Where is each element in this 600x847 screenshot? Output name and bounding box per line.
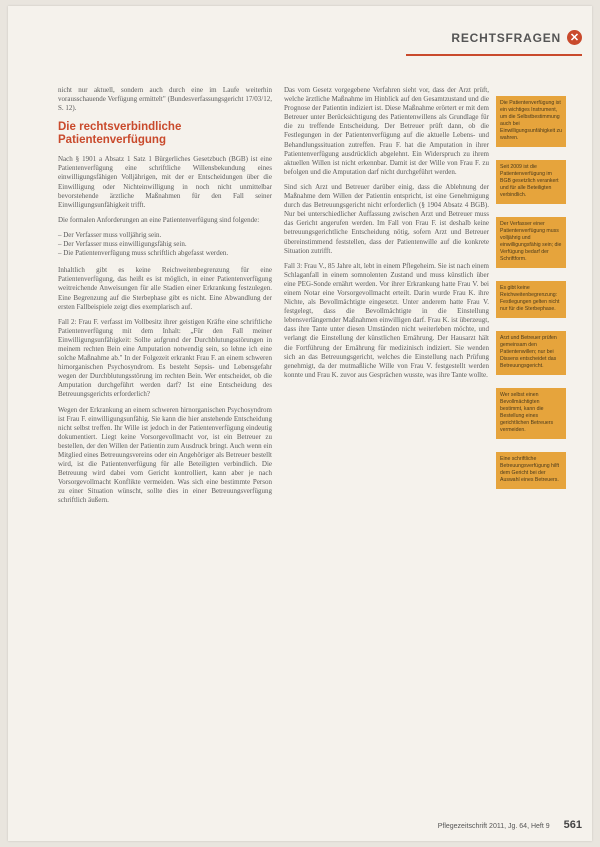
requirements-list [58,231,272,258]
header-rule [406,54,582,56]
margin-note: Die Patientenverfügung ist ein wichtiges Instrument, um die Selbstbestimmung auch bei Einwilligungsunfähigkeit zu wahren. [496,96,566,147]
document-page [8,6,592,841]
paragraph: Die formalen Anforderungen an eine Patientenverfügung sind folgende: [58,215,260,224]
margin-note: Arzt und Betreuer prüfen gemeinsam den Patientenwillen; nur bei Dissens entscheidet das Betreuungsgericht. [496,331,566,375]
list-item: – Die Patientenverfügung muss schriftlich abgefasst werden. [58,249,229,258]
text-column-left [58,86,272,512]
margin-note: Es gibt keine Reichweitenbegrenzung: Festlegungen gelten nicht nur für die Sterbephase. [496,281,566,318]
text-column-right [284,86,489,386]
margin-note: Der Verfasser einer Patientenverfügung muss volljährig und einwilligungsfähig sein; die Verfügung bedarf der Schriftform. [496,217,566,268]
margin-note: Eine schriftliche Betreuungsverfügung hilft dem Gericht bei der Auswahl eines Betreuers. [496,452,566,489]
paragraph: Nach § 1901 a Absatz 1 Satz 1 Bürgerliches Gesetzbuch (BGB) ist eine Patientenverfügung eine schriftliche Willensbekundung eines einwilligungsfähigen Volljährigen, mit der er Entscheidungen über die Einwilligung oder Nichteinwilligung in noch nicht unmittelbar bevorstehende ärztliche Maßnahmen für den Fall seiner Einwilligungsunfähigkeit trifft. [58,155,272,209]
page-number: 561 [563,819,582,831]
paragraph: nicht nur aktuell, sondern auch durch eine im Laufe weiterhin vorausschauende Verfügung ermittelt" (Bundesverfassungsgericht 17/03/12, S. 12). [58,86,272,113]
paragraph: Das vom Gesetz vorgegebene Verfahren sieht vor, dass der Arzt prüft, welche ärztliche Maßnahme im Hinblick auf den Gesamtzustand und die Prognose der Patientin indiziert ist. Diese Maßnahme erörtert er mit dem Betreuer unter Berücksichtigung des Patientenwillens als Grundlage für die zu treffende Entscheidung. Der Betreuer prüft dann, ob die Festlegungen in der Patientenverfügung auf die aktuelle Lebens- und Behandlungssituation zutreffen. Frau F. hat die Amputation in ihrer Patientenverfügung ausdrücklich abgelehnt. Ein Widerspruch zu ihrem aktuellen Willen ist nicht erkennbar. Damit ist der Wille von Frau F. zu befolgen und die Amputation darf nicht durchgeführt werden. [284,86,489,176]
paragraph: Sind sich Arzt und Betreuer darüber einig, dass die Ablehnung der Maßnahme dem Willen der Patientin entspricht, ist eine Genehmigung durch das Betreuungsgericht nicht erforderlich (§ 1904 Absatz 4 BGB). Nur bei unterschiedlicher Auffassung zwischen Arzt und Betreuer muss das Gericht angerufen werden. Im Fall von Frau F. ist deshalb keine betreuungsgerichtliche Entscheidung nötig, sofern Arzt und Betreuer übereinstimmend feststellen, dass der Patientenwille auf die konkrete Situation zutrifft. [284,182,489,255]
list-item: – Der Verfasser muss volljährig sein. [58,230,162,239]
paragraph: Fall 3: Frau V., 85 Jahre alt, lebt in einem Pflegeheim. Sie ist nach einem Schlaganfall in einem somnolenten Zustand und muss künstlich über eine PEG-Sonde ernährt werden. Vor ihrer Erkrankung hatte Frau V. bei einem Notar eine Vorsorgevollmacht erteilt. Darin wurde Frau K. ihre Nichte, als Bevollmächtigte eingesetzt. Unter anderem hatte Frau V. festgelegt, dass die Bevollmächtigte in die Einstellung lebensverlängernder Maßnahmen einwilligen darf. Frau K. ist überzeugt, dass ihre Tante unter diesen Umständen nicht weiterleben möchte, und verlangt die Einstellung der künstlichen Ernährung. Der Hausarzt hält die Fortführung der Ernährung für medizinisch indiziert. Sie wenden sich an das Betreuungsgericht, welches die Einstellung nach Prüfung genehmigt, da der mutmaßliche Wille von Frau V. festgestellt werden konnte und Frau K. zuvor aus Gesprächen wusste, was ihre Tante wollte. [284,261,489,379]
list-item: – Der Verfasser muss einwilligungsfähig sein. [58,240,187,249]
margin-notes [496,96,566,502]
section-heading: Die rechtsverbindliche Patientenverfügung [58,121,182,147]
paragraph: Wegen der Erkrankung an einem schweren hirnorganischen Psychosyndrom ist Frau F. einwilligungsunfähig. Sie kann die hier anstehende Entscheidung nicht selbst treffen. Ihr Wille ist jedoch in der Patientenverfügung eindeutig dokumentiert. Liegt keine Vorsorgevollmacht vor, ist ein Betreuer zu bestellen, der den Willen der Patientin zum Ausdruck bringt. Auch wenn ein Mitglied eines Betreuungsvereins oder ein Angehöriger als Betreuer bestellt wird, ist die Patientenverfügung für alle Beteiligten verbindlich. Die Betreuung wird dabei vom Gericht kontrolliert, kann aber je nach Vorsorgevollmacht Konflikte vermeiden. Was sich eine bestimmte Person zu einer Situation wünscht, sollte dies in einer Betreuungsverfügung schriftlich äußern. [58,405,272,505]
paragraph: Fall 2: Frau F. verfasst im Vollbesitz ihrer geistigen Kräfte eine schriftliche Patientenverfügung mit dem Inhalt: „Für den Fall meiner Einwilligungsunfähigkeit: Sollte aufgrund der Durchblutungsstörungen in meinem rechten Bein eine Amputation notwendig sein, so lehne ich eine solche Maßnahme ab." In der Folgezeit erkrankt Frau F. an einem schweren hirnorganischen Psychosyndrom. Es besteht Sepsis- und Lebensgefahr wegen der Durchblutungsstörung im rechten Bein. Wer entscheidet, ob die Amputation durchgeführt werden darf? Ist eine Entscheidung des Betreuungsgerichts erforderlich? [58,317,272,399]
margin-note: Wer selbst einen Bevollmächtigten bestimmt, kann die Bestellung eines gerichtlichen Betreuers vermeiden. [496,388,566,439]
section-header [451,30,582,45]
margin-note: Seit 2009 ist die Patientenverfügung im BGB gesetzlich verankert und für alle Beteiligten verbindlich. [496,160,566,204]
page-footer [438,819,582,831]
paragraph: Inhaltlich gibt es keine Reichweitenbegrenzung für eine Patientenverfügung, das heißt es ist möglich, in einer Patientenverfügung weitreichende Anweisungen für alle Stadien einer Erkrankung festzulegen. Eine Begrenzung auf die Sterbephase gibt es nicht. Eine Abwandlung der ersten Fallbeispiele zeigt dies exemplarisch auf. [58,266,272,311]
section-badge-icon: ✕ [567,30,582,45]
journal-citation: Pflegezeitschrift 2011, Jg. 64, Heft 9 [437,823,550,830]
section-title: RECHTSFRAGEN [451,30,561,45]
